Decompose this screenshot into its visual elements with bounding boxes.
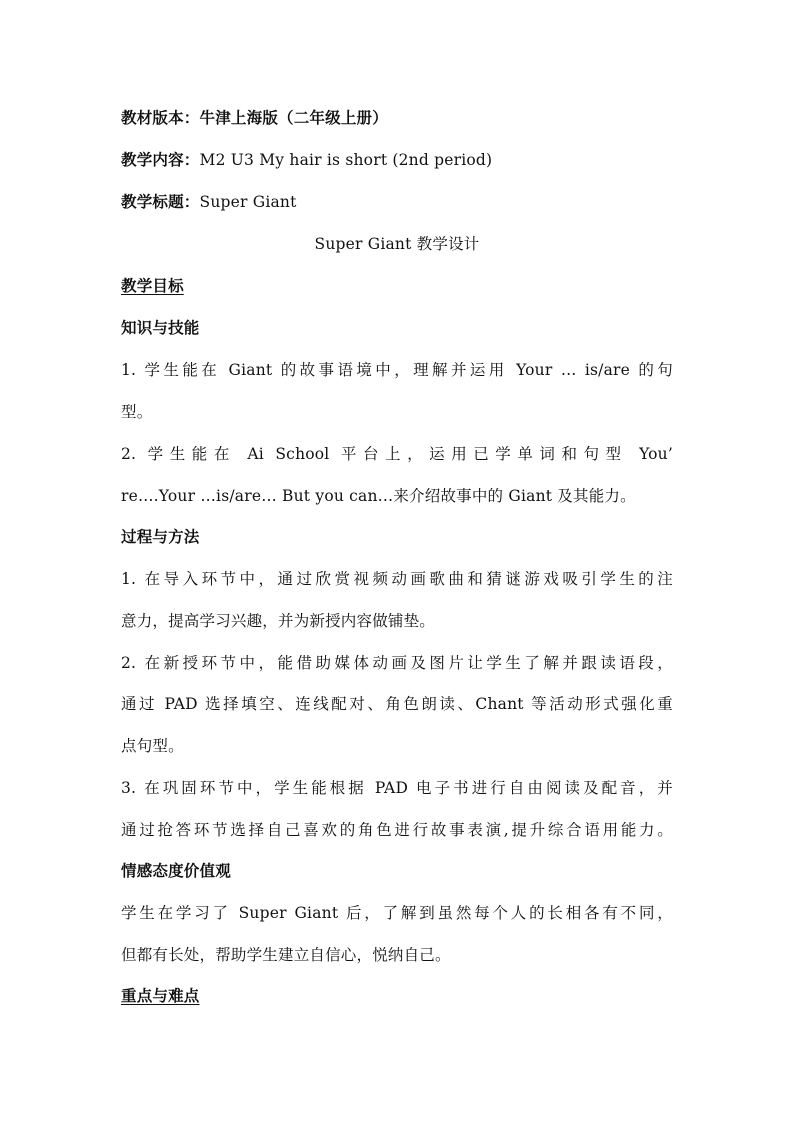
content-line — [121, 150, 681, 170]
process-item-2-line-2: 通过 PAD 选择填空、连线配对、角色朗读、Chant 等活动形式强化重 — [121, 695, 673, 713]
process-item-1-line-2: 意力，提高学习兴趣，并为新授内容做铺垫。 — [121, 612, 436, 630]
process-item-2-line-1: 2. 在新授环节中，能借助媒体动画及图片让学生了解并跟读语段， — [121, 654, 673, 672]
edition-value: 牛津上海版（二年级上册） — [199, 108, 388, 127]
process-heading: 过程与方法 — [121, 527, 200, 546]
process-item-3-line-1: 3. 在巩固环节中，学生能根据 PAD 电子书进行自由阅读及配音，并 — [121, 779, 673, 797]
process-item-3-line-2: 通过抢答环节选择自己喜欢的角色进行故事表演,提升综合语用能力。 — [121, 821, 673, 839]
knowledge-item-2-line-1: 2. 学生能在 Ai School 平台上，运用已学单词和句型 You’ — [121, 445, 673, 463]
emotion-heading: 情感态度价值观 — [121, 861, 231, 880]
knowledge-item-1-line-2: 型。 — [121, 403, 153, 421]
edition-line — [121, 108, 681, 128]
topic-line — [121, 192, 681, 212]
knowledge-item-2-line-2: re….Your …is/are… But you can…来介绍故事中的 Giant 及其能力。 — [121, 487, 636, 505]
emotion-line-2: 但都有长处，帮助学生建立自信心，悦纳自己。 — [121, 946, 451, 964]
document-title: Super Giant 教学设计 — [314, 235, 480, 253]
knowledge-heading: 知识与技能 — [121, 318, 200, 337]
emotion-line-1: 学生在学习了 Super Giant 后，了解到虽然每个人的长相各有不同， — [121, 904, 673, 922]
content-value: M2 U3 My hair is short (2nd period) — [199, 151, 493, 169]
topic-value: Super Giant — [199, 193, 297, 211]
edition-label: 教材版本： — [121, 108, 200, 127]
process-item-1-line-1: 1. 在导入环节中，通过欣赏视频动画歌曲和猜谜游戏吸引学生的注 — [121, 570, 673, 588]
content-label: 教学内容： — [121, 150, 200, 169]
process-item-2-line-3: 点句型。 — [121, 737, 184, 755]
keypoints-heading: 重点与难点 — [121, 986, 200, 1005]
objectives-heading: 教学目标 — [121, 276, 184, 295]
topic-label: 教学标题： — [121, 192, 200, 211]
knowledge-item-1-line-1: 1. 学生能在 Giant 的故事语境中，理解并运用 Your … is/are 的句 — [121, 361, 673, 379]
